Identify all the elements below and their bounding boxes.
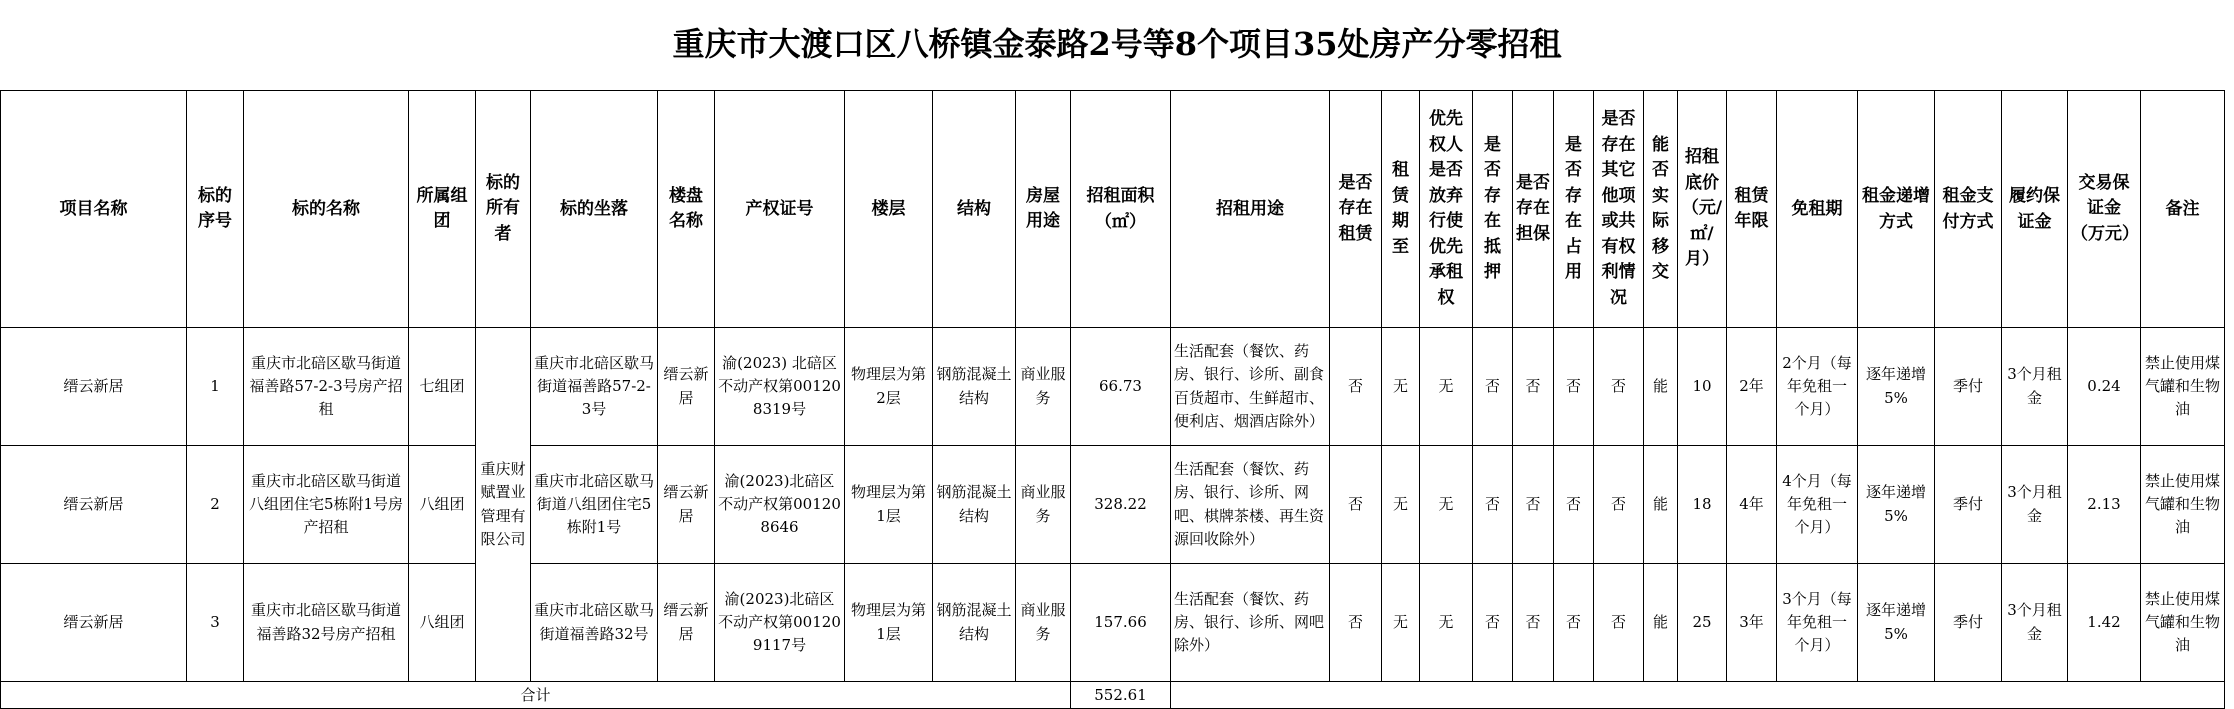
cell-free-period: 4个月（每年免租一个月）: [1777, 446, 1858, 564]
cell-lot-no: 2: [187, 446, 244, 564]
cell-lot-name: 重庆市北碚区歇马街道福善路32号房产招租: [244, 564, 409, 682]
table-row: [1, 446, 2225, 564]
header-estate: 楼盘名称: [658, 91, 715, 328]
cell-remark: 禁止使用煤气罐和生物油: [2141, 564, 2225, 682]
rental-table: [0, 90, 2225, 709]
header-floor: 楼层: [845, 91, 933, 328]
total-row: [1, 682, 2225, 709]
cell-payment: 季付: [1935, 328, 2002, 446]
cell-deposit: 3个月租金: [2002, 446, 2068, 564]
header-usage: 房屋用途: [1016, 91, 1071, 328]
cell-cert: 渝(2023) 北碚区不动产权第001208319号: [715, 328, 845, 446]
header-lease-until: 租赁期至: [1382, 91, 1420, 328]
cell-bond: 2.13: [2068, 446, 2141, 564]
cell-location: 重庆市北碚区歇马街道福善路57-2-3号: [531, 328, 658, 446]
cell-structure: 钢筋混凝土结构: [933, 564, 1016, 682]
cell-increase: 逐年递增5%: [1858, 564, 1935, 682]
cell-base-price: 10: [1678, 328, 1727, 446]
cell-guarantee: 否: [1513, 564, 1554, 682]
cell-lease-until: 无: [1382, 446, 1420, 564]
cell-priority: 无: [1420, 328, 1473, 446]
table-row: [1, 328, 2225, 446]
header-priority: 优先权人是否放弃行使优先承租权: [1420, 91, 1473, 328]
cell-usage: 商业服务: [1016, 564, 1071, 682]
cell-location: 重庆市北碚区歇马街道八组团住宅5栋附1号: [531, 446, 658, 564]
header-location: 标的坐落: [531, 91, 658, 328]
header-leased: 是否存在租赁: [1330, 91, 1382, 328]
cell-payment: 季付: [1935, 446, 2002, 564]
cell-priority: 无: [1420, 564, 1473, 682]
cell-deliverable: 能: [1644, 446, 1678, 564]
header-area: 招租面积（㎡）: [1071, 91, 1171, 328]
total-label: 合计: [1, 682, 1071, 709]
cell-purpose: 生活配套（餐饮、药房、银行、诊所、网吧除外）: [1171, 564, 1330, 682]
cell-other-rights: 否: [1594, 446, 1644, 564]
header-deliverable: 能否实际移交: [1644, 91, 1678, 328]
header-group: 所属组团: [409, 91, 476, 328]
header-cert: 产权证号: [715, 91, 845, 328]
cell-term: 2年: [1727, 328, 1777, 446]
header-project: 项目名称: [1, 91, 187, 328]
cell-occupied: 否: [1554, 446, 1594, 564]
cell-bond: 1.42: [2068, 564, 2141, 682]
header-free-period: 免租期: [1777, 91, 1858, 328]
header-increase: 租金递增方式: [1858, 91, 1935, 328]
cell-purpose: 生活配套（餐饮、药房、银行、诊所、副食百货超市、生鲜超市、便利店、烟酒店除外）: [1171, 328, 1330, 446]
cell-leased: 否: [1330, 564, 1382, 682]
cell-term: 4年: [1727, 446, 1777, 564]
cell-cert: 渝(2023)北碚区不动产权第001208646: [715, 446, 845, 564]
cell-group: 八组团: [409, 564, 476, 682]
cell-area: 157.66: [1071, 564, 1171, 682]
cell-mortgage: 否: [1473, 564, 1513, 682]
cell-project: 缙云新居: [1, 446, 187, 564]
cell-estate: 缙云新居: [658, 564, 715, 682]
cell-location: 重庆市北碚区歇马街道福善路32号: [531, 564, 658, 682]
cell-occupied: 否: [1554, 328, 1594, 446]
cell-structure: 钢筋混凝土结构: [933, 328, 1016, 446]
cell-group: 七组团: [409, 328, 476, 446]
cell-free-period: 3个月（每年免租一个月）: [1777, 564, 1858, 682]
cell-increase: 逐年递增5%: [1858, 328, 1935, 446]
cell-other-rights: 否: [1594, 328, 1644, 446]
cell-increase: 逐年递增5%: [1858, 446, 1935, 564]
header-guarantee: 是否存在担保: [1513, 91, 1554, 328]
cell-area: 328.22: [1071, 446, 1171, 564]
cell-free-period: 2个月（每年免租一个月）: [1777, 328, 1858, 446]
header-owner: 标的所有者: [476, 91, 531, 328]
header-lot-no: 标的序号: [187, 91, 244, 328]
total-empty: [1171, 682, 2225, 709]
cell-mortgage: 否: [1473, 328, 1513, 446]
cell-guarantee: 否: [1513, 328, 1554, 446]
header-row: [1, 91, 2225, 328]
header-base-price: 招租底价（元/㎡/月）: [1678, 91, 1727, 328]
cell-usage: 商业服务: [1016, 328, 1071, 446]
total-area: 552.61: [1071, 682, 1171, 709]
header-remark: 备注: [2141, 91, 2225, 328]
header-other-rights: 是否存在其它他项或共有权利情况: [1594, 91, 1644, 328]
cell-lot-name: 重庆市北碚区歇马街道福善路57-2-3号房产招租: [244, 328, 409, 446]
cell-cert: 渝(2023)北碚区不动产权第001209117号: [715, 564, 845, 682]
cell-base-price: 25: [1678, 564, 1727, 682]
cell-term: 3年: [1727, 564, 1777, 682]
cell-structure: 钢筋混凝土结构: [933, 446, 1016, 564]
header-occupied: 是否存在占用: [1554, 91, 1594, 328]
cell-deposit: 3个月租金: [2002, 564, 2068, 682]
cell-leased: 否: [1330, 446, 1382, 564]
cell-estate: 缙云新居: [658, 446, 715, 564]
cell-deposit: 3个月租金: [2002, 328, 2068, 446]
cell-estate: 缙云新居: [658, 328, 715, 446]
cell-priority: 无: [1420, 446, 1473, 564]
cell-group: 八组团: [409, 446, 476, 564]
header-bond: 交易保证金（万元）: [2068, 91, 2141, 328]
header-lot-name: 标的名称: [244, 91, 409, 328]
cell-project: 缙云新居: [1, 328, 187, 446]
cell-payment: 季付: [1935, 564, 2002, 682]
cell-owner-merged: 重庆财赋置业管理有限公司: [476, 328, 531, 682]
cell-bond: 0.24: [2068, 328, 2141, 446]
header-payment: 租金支付方式: [1935, 91, 2002, 328]
cell-usage: 商业服务: [1016, 446, 1071, 564]
cell-base-price: 18: [1678, 446, 1727, 564]
cell-floor: 物理层为第2层: [845, 328, 933, 446]
cell-remark: 禁止使用煤气罐和生物油: [2141, 328, 2225, 446]
cell-purpose: 生活配套（餐饮、药房、银行、诊所、网吧、棋牌茶楼、再生资源回收除外）: [1171, 446, 1330, 564]
header-structure: 结构: [933, 91, 1016, 328]
cell-deliverable: 能: [1644, 564, 1678, 682]
cell-area: 66.73: [1071, 328, 1171, 446]
header-deposit: 履约保证金: [2002, 91, 2068, 328]
header-term: 租赁年限: [1727, 91, 1777, 328]
table-row: [1, 564, 2225, 682]
header-purpose: 招租用途: [1171, 91, 1330, 328]
cell-remark: 禁止使用煤气罐和生物油: [2141, 446, 2225, 564]
cell-lot-no: 1: [187, 328, 244, 446]
cell-project: 缙云新居: [1, 564, 187, 682]
cell-deliverable: 能: [1644, 328, 1678, 446]
cell-occupied: 否: [1554, 564, 1594, 682]
cell-guarantee: 否: [1513, 446, 1554, 564]
cell-floor: 物理层为第1层: [845, 446, 933, 564]
cell-lot-no: 3: [187, 564, 244, 682]
cell-lot-name: 重庆市北碚区歇马街道八组团住宅5栋附1号房产招租: [244, 446, 409, 564]
cell-leased: 否: [1330, 328, 1382, 446]
header-mortgage: 是否存在抵押: [1473, 91, 1513, 328]
cell-floor: 物理层为第1层: [845, 564, 933, 682]
cell-other-rights: 否: [1594, 564, 1644, 682]
document-title: 重庆市大渡口区八桥镇金泰路2号等8个项目35处房产分零招租: [672, 25, 1562, 63]
cell-lease-until: 无: [1382, 328, 1420, 446]
cell-lease-until: 无: [1382, 564, 1420, 682]
cell-mortgage: 否: [1473, 446, 1513, 564]
